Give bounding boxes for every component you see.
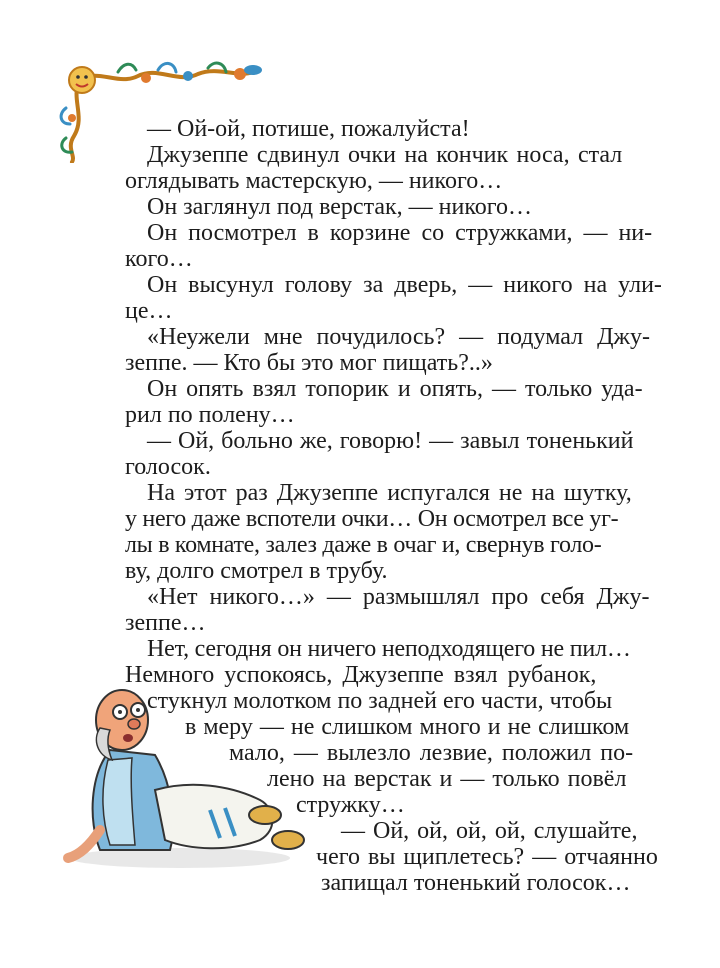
text-line: Он заглянул под верстак, — никого… [147, 194, 533, 220]
text-line: запищал тоненький голосок… [321, 870, 631, 896]
text-line: мало, — вылезло лезвие, положил по- [229, 740, 634, 766]
text-line: чего вы щиплетесь? — отчаянно [316, 844, 658, 870]
text-line: Он высунул голову за дверь, — никого на ули- [147, 272, 662, 298]
text-line: голосок. [125, 454, 211, 480]
text-line: Джузеппе сдвинул очки на кончик носа, стал [147, 142, 623, 168]
text-line: кого… [125, 246, 193, 272]
text-line: рил по полену… [125, 402, 295, 428]
text-line: Он посмотрел в корзине со стружками, — ни- [147, 220, 653, 246]
text-line: зеппе. — Кто бы это мог пищать?..» [125, 350, 493, 376]
text-line: лы в комнате, залез даже в очаг и, свернув голо- [125, 532, 602, 558]
text-line: лено на верстак и — только повёл [267, 766, 627, 792]
giuseppe-illustration [60, 680, 310, 880]
text-line: — Ой-ой, потише, пожалуйста! [147, 116, 470, 142]
text-line: оглядывать мастерскую, — никого… [125, 168, 503, 194]
text-line: На этот раз Джузеппе испугался не на шутку, [147, 480, 632, 506]
text-line: «Нет никого…» — размышлял про себя Джу- [147, 584, 650, 610]
text-line: в меру — не слишком много и не слишком [185, 714, 630, 740]
text-line: — Ой, ой, ой, ой, слушайте, [341, 818, 638, 844]
text-line: Он опять взял топорик и опять, — только уда- [147, 376, 643, 402]
text-line: стукнул молотком по задней его части, чтобы [147, 688, 613, 714]
text-line: Нет, сегодня он ничего неподходящего не пил… [147, 636, 631, 662]
text-line: — Ой, больно же, говорю! — завыл тоненький [147, 428, 634, 454]
text-line: ву, долго смотрел в трубу. [125, 558, 388, 584]
text-line: Немного успокоясь, Джузеппе взял рубанок, [125, 662, 597, 688]
text-line: зеппе… [125, 610, 206, 636]
text-line: у него даже вспотели очки… Он осмотрел все уг- [125, 506, 619, 532]
text-line: стружку… [296, 792, 405, 818]
text-line: це… [125, 298, 173, 324]
text-line: «Неужели мне почудилось? — подумал Джу- [147, 324, 651, 350]
